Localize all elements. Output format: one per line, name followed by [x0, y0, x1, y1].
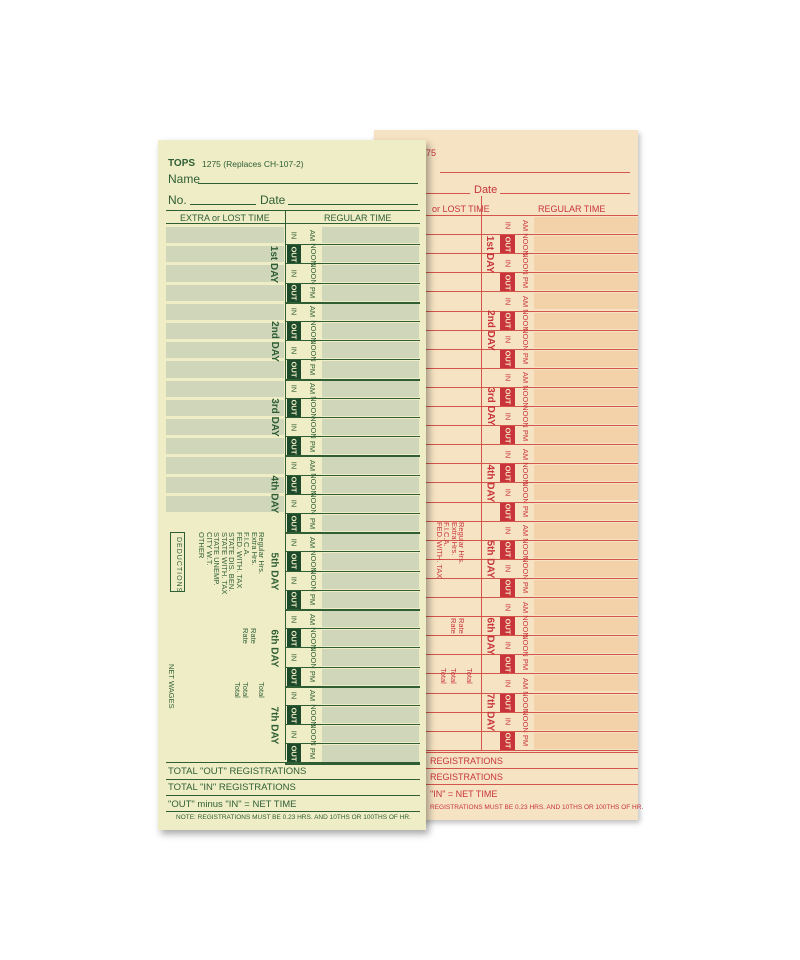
back-regular-time-cell: [534, 446, 638, 462]
in-cell: IN: [289, 500, 299, 508]
back-total-label: Total: [465, 668, 474, 684]
pm-cell: PM: [308, 440, 318, 452]
back-in-cell: IN: [503, 679, 512, 688]
noon-cell: NOON: [308, 319, 318, 343]
back-row-line: [426, 750, 638, 751]
deduction-label: F.I.C.A.: [242, 532, 251, 557]
back-deduction-label: F.I.C.A.: [442, 522, 451, 547]
noon-cell: NOON: [308, 415, 318, 439]
in-cell: IN: [289, 231, 299, 239]
back-in-cell: IN: [503, 603, 512, 611]
noon-cell: NOON: [308, 627, 318, 650]
noon-cell: NOON: [308, 646, 318, 669]
back-noon-cell: NOON: [521, 251, 530, 275]
back-regular-time-cell: [534, 427, 638, 443]
back-pm-cell: PM: [521, 582, 530, 594]
back-extra-time-header: or LOST TIME: [432, 204, 490, 214]
back-out-cell: OUT: [500, 617, 515, 635]
in-cell: IN: [289, 653, 299, 662]
net-time-label: "OUT" minus "IN" = NET TIME: [168, 799, 297, 810]
pm-cell: PM: [308, 747, 318, 760]
back-in-cell: IN: [503, 488, 512, 497]
out-cell: OUT: [287, 591, 301, 609]
back-out-cell: OUT: [500, 273, 515, 291]
back-net-time: "IN" = NET TIME: [430, 789, 498, 799]
back-noon-cell: NOON: [521, 710, 530, 733]
deduction-label: Extra Hrs.: [249, 532, 259, 566]
noon-cell: NOON: [308, 262, 318, 285]
out-cell: OUT: [287, 514, 301, 532]
deduction-label: CITY W.T.: [204, 532, 214, 566]
back-regular-time-cell: [534, 637, 638, 653]
noon-cell: NOON: [308, 339, 318, 362]
back-regular-time-cell: [534, 293, 638, 309]
no-label: No.: [168, 193, 187, 207]
back-regular-time-cell: [534, 236, 638, 252]
total-out-registrations: TOTAL "OUT" REGISTRATIONS: [168, 766, 307, 777]
back-in-cell: IN: [503, 259, 512, 267]
back-footer-line-3: [426, 784, 638, 785]
back-day-label: 7th DAY: [484, 693, 496, 732]
footer-line-4: [166, 811, 420, 812]
rate-label-1: Rate: [249, 628, 258, 644]
back-regular-time-cell: [534, 465, 638, 481]
regular-time-cell[interactable]: [322, 342, 419, 358]
pm-cell: PM: [308, 594, 318, 606]
regular-time-cell[interactable]: [322, 669, 419, 685]
back-note: REGISTRATIONS MUST BE 0.23 HRS. AND 10THS OR 100THS OF HR.: [430, 804, 644, 811]
back-regular-time-cell: [534, 370, 638, 386]
back-regular-time-cell: [534, 618, 638, 634]
in-cell: IN: [289, 269, 299, 278]
regular-time-cell[interactable]: [322, 227, 419, 243]
back-am-cell: AM: [521, 219, 530, 231]
back-day-label: 1st DAY: [484, 235, 496, 273]
regular-time-cell[interactable]: [322, 515, 419, 531]
deduction-label: FED. WITH. TAX: [234, 532, 244, 589]
regular-time-cell[interactable]: [322, 323, 419, 339]
footer-line-1: [166, 762, 420, 763]
deduction-label: STATE WITH. TAX: [219, 532, 229, 595]
back-rate-label: Rate: [457, 618, 466, 634]
back-in-cell: IN: [503, 565, 512, 573]
day-label: 7th DAY: [268, 706, 280, 745]
in-cell: IN: [289, 346, 299, 355]
in-cell: IN: [289, 308, 299, 316]
back-in-cell: IN: [503, 450, 512, 458]
back-out-cell: OUT: [500, 579, 515, 597]
regular-time-cell[interactable]: [322, 611, 419, 627]
back-am-cell: AM: [521, 601, 530, 613]
noon-cell: NOON: [308, 396, 318, 420]
back-regular-time-cell: [534, 504, 638, 520]
deduction-label: STATE DIS. BEN.: [227, 532, 236, 592]
out-cell: OUT: [287, 437, 301, 455]
back-regular-time-cell: [534, 599, 638, 615]
tops-logo: TOPS: [168, 158, 196, 169]
back-total-label: Total: [449, 668, 458, 684]
noon-cell: NOON: [308, 243, 318, 266]
back-regular-time-cell: [534, 351, 638, 367]
deduction-label: Regular Hrs.: [257, 532, 266, 575]
am-cell: AM: [308, 690, 318, 702]
back-noon-cell: NOON: [521, 385, 530, 409]
regular-time-cell[interactable]: [322, 649, 419, 665]
back-noon-cell: NOON: [521, 404, 530, 428]
noon-cell: NOON: [308, 723, 318, 746]
back-footer-line: [426, 752, 638, 753]
back-form-number: 75: [426, 148, 437, 158]
regular-time-cell[interactable]: [322, 361, 419, 377]
regular-time-cell[interactable]: [322, 573, 419, 589]
back-regular-time-cell: [534, 332, 638, 348]
back-in-cell: IN: [503, 526, 512, 535]
back-pm-cell: PM: [521, 353, 530, 365]
footer-line-2: [166, 779, 420, 780]
deductions-box-label: DEDUCTIONS: [175, 537, 182, 594]
back-regular-time-cell: [534, 389, 638, 405]
back-pm-cell: PM: [521, 735, 530, 747]
footer-line-3: [166, 795, 420, 796]
deduction-label: OTHER: [197, 532, 206, 559]
total-label-1: Total: [257, 682, 266, 698]
back-noon-cell: NOON: [521, 691, 530, 714]
day-label: 6th DAY: [268, 629, 280, 668]
back-out-cell: OUT: [500, 312, 515, 330]
regular-time-cell[interactable]: [322, 246, 419, 262]
regular-time-cell[interactable]: [322, 496, 419, 512]
noon-cell: NOON: [308, 550, 318, 573]
day-label: 4th DAY: [268, 475, 280, 514]
regular-time-cell[interactable]: [322, 304, 419, 320]
back-total-in: REGISTRATIONS: [430, 772, 503, 782]
back-deduction-label: Extra Hrs.: [449, 522, 459, 556]
back-regular-time-cell: [534, 656, 638, 672]
name-label: Name: [168, 172, 201, 186]
back-out-cell: OUT: [500, 235, 515, 253]
back-noon-cell: NOON: [521, 309, 530, 332]
pm-cell: PM: [308, 363, 318, 376]
total-label-3: Total: [233, 682, 242, 698]
regular-time-cell[interactable]: [322, 707, 419, 723]
back-total-label: Total: [439, 668, 448, 684]
noon-cell: NOON: [308, 569, 318, 592]
out-cell: OUT: [287, 668, 301, 686]
back-pm-cell: PM: [521, 276, 530, 288]
back-in-cell: IN: [503, 221, 512, 229]
am-cell: AM: [308, 383, 318, 395]
am-cell: AM: [308, 306, 318, 318]
in-cell: IN: [289, 423, 299, 431]
in-cell: IN: [289, 576, 299, 585]
day-label: 1st DAY: [268, 245, 280, 284]
regular-time-cell[interactable]: [322, 285, 419, 301]
regular-time-cell[interactable]: [322, 534, 419, 550]
back-regular-time-cell: [534, 313, 638, 329]
regular-time-cell[interactable]: [322, 265, 419, 281]
back-regular-time-cell: [534, 255, 638, 271]
regular-time-header: REGULAR TIME: [324, 213, 392, 223]
back-no-line: [426, 193, 470, 194]
back-am-cell: AM: [521, 525, 530, 537]
back-out-cell: OUT: [500, 541, 515, 559]
regular-time-cell[interactable]: [322, 438, 419, 454]
back-total-out: REGISTRATIONS: [430, 756, 503, 766]
back-regular-time-cell: [534, 561, 638, 577]
regular-time-cell[interactable]: [322, 419, 419, 435]
in-cell: IN: [289, 538, 299, 547]
regular-time-cell[interactable]: [322, 553, 419, 569]
regular-time-cell[interactable]: [322, 688, 419, 704]
pm-cell: PM: [308, 671, 318, 683]
back-out-cell: OUT: [500, 655, 515, 673]
out-cell: OUT: [287, 322, 301, 340]
back-regular-time-cell: [534, 408, 638, 424]
regular-time-cell[interactable]: [322, 592, 419, 608]
regular-time-cell[interactable]: [322, 630, 419, 646]
back-am-cell: AM: [521, 448, 530, 460]
back-in-cell: IN: [503, 374, 512, 382]
registration-note: NOTE: REGISTRATIONS MUST BE 0.23 HRS. AND 10THS OR 100THS OF HR.: [176, 814, 411, 821]
back-noon-cell: NOON: [521, 538, 530, 561]
back-am-cell: AM: [521, 295, 530, 308]
back-out-cell: OUT: [500, 426, 515, 444]
out-cell: OUT: [287, 245, 301, 263]
day-label: 3rd DAY: [268, 398, 280, 438]
form-number: 1275 (Replaces CH-107-2): [202, 159, 304, 169]
date-label: Date: [260, 193, 286, 207]
no-line[interactable]: [190, 204, 256, 205]
am-cell: AM: [308, 459, 318, 472]
in-cell: IN: [289, 384, 299, 393]
back-pm-cell: PM: [521, 658, 530, 670]
out-cell: OUT: [287, 706, 301, 724]
back-out-cell: OUT: [500, 732, 515, 750]
back-noon-cell: NOON: [521, 633, 530, 657]
back-pm-cell: PM: [521, 429, 530, 441]
back-noon-cell: NOON: [521, 328, 530, 351]
back-day-label: 2nd DAY: [484, 310, 496, 351]
back-regular-time-header: REGULAR TIME: [538, 204, 606, 214]
back-regular-time-cell: [534, 675, 638, 691]
back-day-label: 3rd DAY: [484, 387, 496, 427]
back-out-cell: OUT: [500, 503, 515, 521]
am-cell: AM: [308, 536, 318, 548]
back-deduction-label: Regular Hrs.: [457, 522, 466, 565]
back-am-cell: AM: [521, 677, 530, 690]
back-deduction-label: FED. WITH. TAX: [434, 522, 444, 579]
day-label: 5th DAY: [268, 552, 280, 591]
pm-cell: PM: [308, 287, 318, 299]
out-cell: OUT: [287, 552, 301, 570]
back-noon-cell: NOON: [521, 557, 530, 581]
back-pm-cell: PM: [521, 505, 530, 518]
regular-time-cell[interactable]: [322, 726, 419, 742]
day-label: 2nd DAY: [268, 320, 280, 362]
back-rate-label: Rate: [449, 618, 458, 634]
regular-time-cell[interactable]: [322, 745, 419, 761]
back-regular-time-cell: [534, 484, 638, 500]
back-regular-time-cell: [534, 714, 638, 730]
back-in-cell: IN: [503, 297, 512, 306]
in-cell: IN: [289, 730, 299, 739]
out-cell: OUT: [287, 744, 301, 762]
regular-time-cell[interactable]: [322, 400, 419, 416]
back-out-cell: OUT: [500, 464, 515, 482]
column-divider: [285, 210, 286, 760]
noon-cell: NOON: [308, 492, 318, 516]
net-wages-label: NET WAGES: [167, 664, 176, 709]
back-am-cell: AM: [521, 372, 530, 384]
out-cell: OUT: [287, 284, 301, 302]
pm-cell: PM: [308, 517, 318, 529]
out-cell: OUT: [287, 360, 301, 378]
back-regular-time-cell: [534, 695, 638, 711]
regular-time-cell[interactable]: [322, 381, 419, 397]
back-day-label: 5th DAY: [484, 540, 496, 579]
back-noon-cell: NOON: [521, 232, 530, 256]
back-regular-time-cell: [534, 523, 638, 539]
out-cell: OUT: [287, 629, 301, 647]
back-name-line: [440, 172, 630, 173]
back-in-cell: IN: [503, 641, 512, 649]
in-cell: IN: [289, 461, 299, 470]
back-in-cell: IN: [503, 335, 512, 344]
back-regular-time-cell: [534, 217, 638, 233]
back-out-cell: OUT: [500, 388, 515, 406]
total-label-2: Total: [241, 682, 250, 698]
back-out-cell: OUT: [500, 350, 515, 368]
in-cell: IN: [289, 692, 299, 700]
am-cell: AM: [308, 229, 318, 241]
regular-time-cell[interactable]: [322, 477, 419, 493]
back-regular-time-cell: [534, 274, 638, 290]
date-line[interactable]: [288, 204, 418, 205]
back-noon-cell: NOON: [521, 462, 530, 485]
back-day-label: 4th DAY: [484, 464, 496, 503]
header-bottom-line: [166, 223, 420, 224]
back-in-cell: IN: [503, 717, 512, 726]
header-top-line: [166, 210, 420, 211]
name-line[interactable]: [198, 183, 418, 184]
back-regular-time-cell: [534, 580, 638, 596]
deduction-label: STATE UNEMP.: [212, 532, 221, 586]
back-in-cell: IN: [503, 412, 512, 420]
back-regular-time-cell: [534, 542, 638, 558]
regular-time-cell[interactable]: [322, 457, 419, 473]
in-cell: IN: [289, 615, 299, 623]
back-footer-line-2: [426, 768, 638, 769]
total-in-registrations: TOTAL "IN" REGISTRATIONS: [168, 782, 296, 793]
back-noon-cell: NOON: [521, 614, 530, 638]
noon-cell: NOON: [308, 703, 318, 727]
back-regular-time-cell: [534, 733, 638, 749]
back-noon-cell: NOON: [521, 481, 530, 504]
extra-time-header: EXTRA or LOST TIME: [180, 213, 270, 223]
rate-label-2: Rate: [241, 628, 250, 644]
back-date-label: Date: [474, 184, 498, 196]
deductions-box: [170, 532, 185, 592]
back-date-line: [500, 193, 630, 194]
noon-cell: NOON: [308, 473, 318, 496]
out-cell: OUT: [287, 399, 301, 417]
back-day-label: 6th DAY: [484, 617, 496, 656]
am-cell: AM: [308, 613, 318, 625]
out-cell: OUT: [287, 476, 301, 494]
back-out-cell: OUT: [500, 694, 515, 712]
